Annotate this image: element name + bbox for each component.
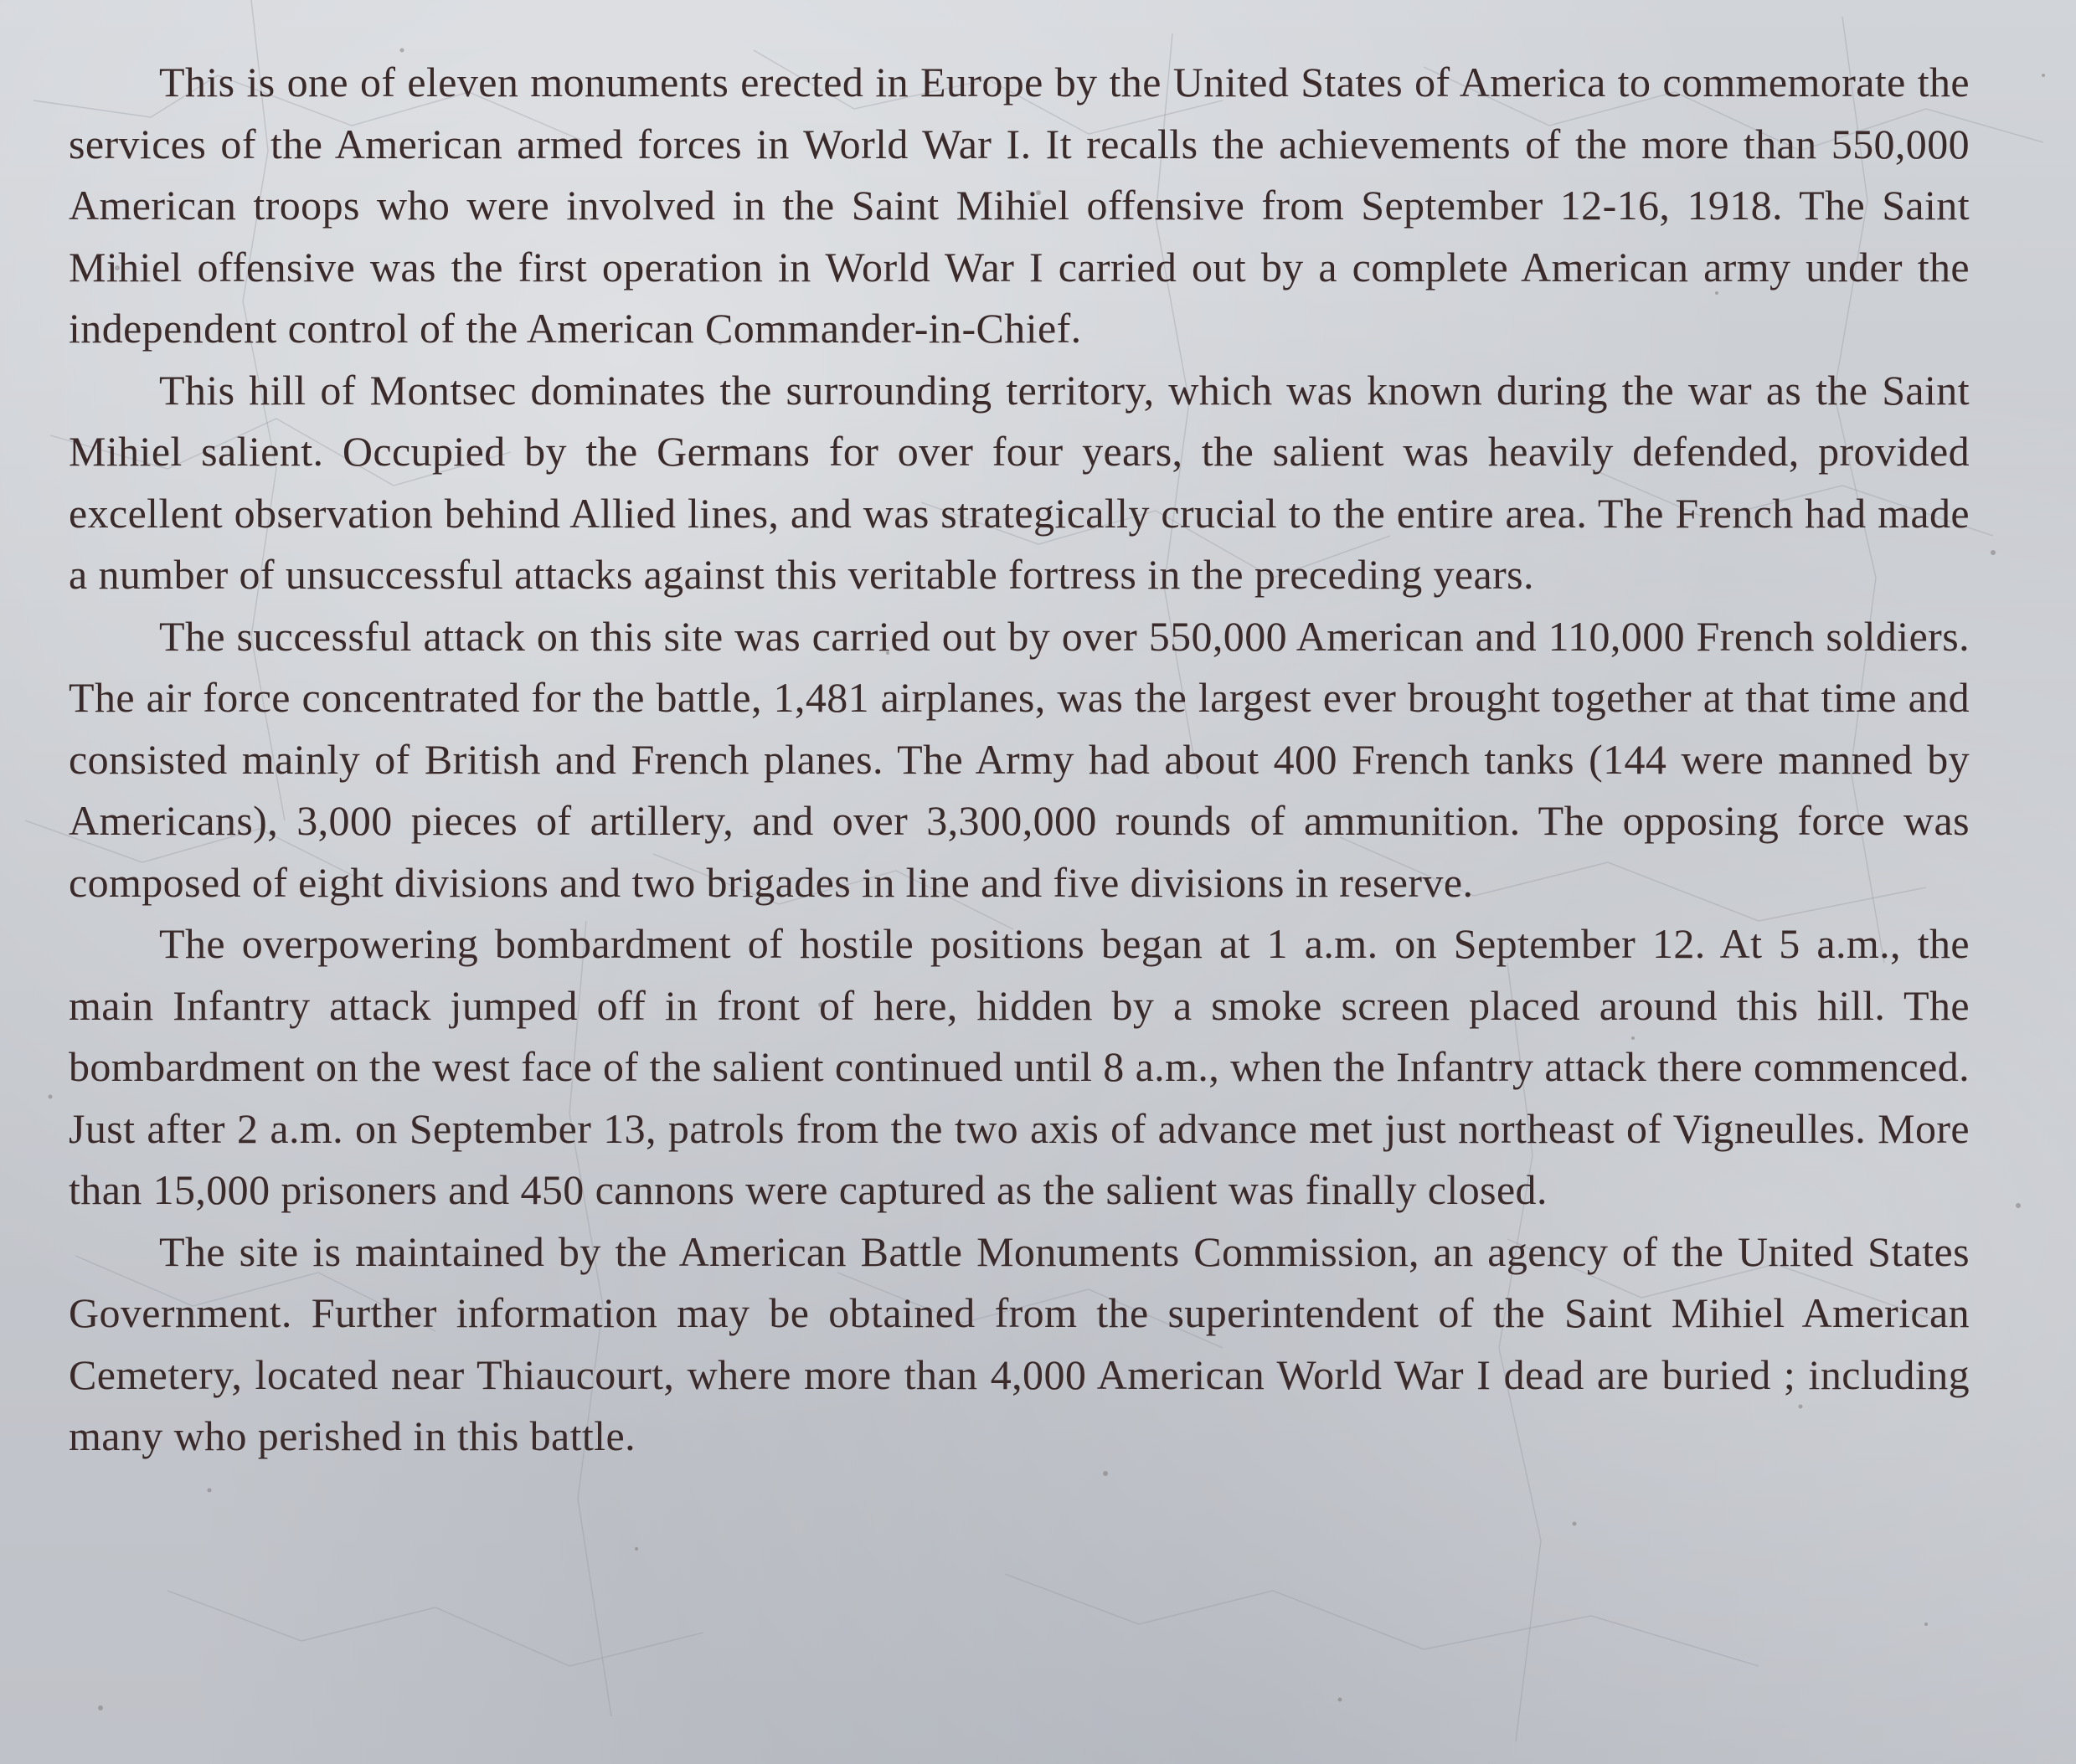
paragraph-monument-purpose: This is one of eleven monuments erected in Europe by the United States of America to commemorate the services of the American armed forces in World War I. It recalls the achievements of the more than 550,000 American troops who were involved in the Saint Mihiel offensive from September 12-16, 1918. The Saint Mihiel offensive was the first operation in World War I carried out by a complete American army under the independent control of the American Commander-in-Chief. [69,59,1970,352]
paragraph-bombardment: The overpowering bombardment of hostile positions began at 1 a.m. on September 12. At 5 a.m., the main Infantry attack jumped off in front of here, hidden by a smoke screen placed around this hill. The bombardment on the west face of the salient continued until 8 a.m., when the Infantry attack there commenced. Just after 2 a.m. on September 13, patrols from the two axis of advance met just northeast of Vigneulles. More than 15,000 prisoners and 450 cannons were captured as the salient was finally closed. [69,920,1970,1213]
paragraph-site-maintenance: The site is maintained by the American Battle Monuments Commission, an agency of the United States Government. Further information may be obtained from the superintendent of the Saint Mihiel American Cemetery, located near Thiaucourt, where more than 4,000 American World War I dead are buried ; including many who perished in this battle. [69,1227,1970,1459]
paragraph-montsec-hill: This hill of Montsec dominates the surrounding territory, which was known during the war as the Saint Mihiel salient. Occupied by the Germans for over four years, the salient was heavily defended, provided excellent observation behind Allied lines, and was strategically crucial to the entire area. The French had made a number of unsuccessful attacks against this veritable fortress in the preceding years. [69,366,1970,598]
paragraph-attack-forces: The successful attack on this site was carried out by over 550,000 American and 110,000 French soldiers. The air force concentrated for the battle, 1,481 airplanes, was the largest ever brought together at that time and consisted mainly of British and French planes. The Army had about 400 French tanks (144 were manned by Americans), 3,000 pieces of artillery, and over 3,300,000 rounds of ammunition. The opposing force was composed of eight divisions and two brigades in line and five divisions in reserve. [69,612,1970,906]
plaque-inscription [69,52,1970,1468]
